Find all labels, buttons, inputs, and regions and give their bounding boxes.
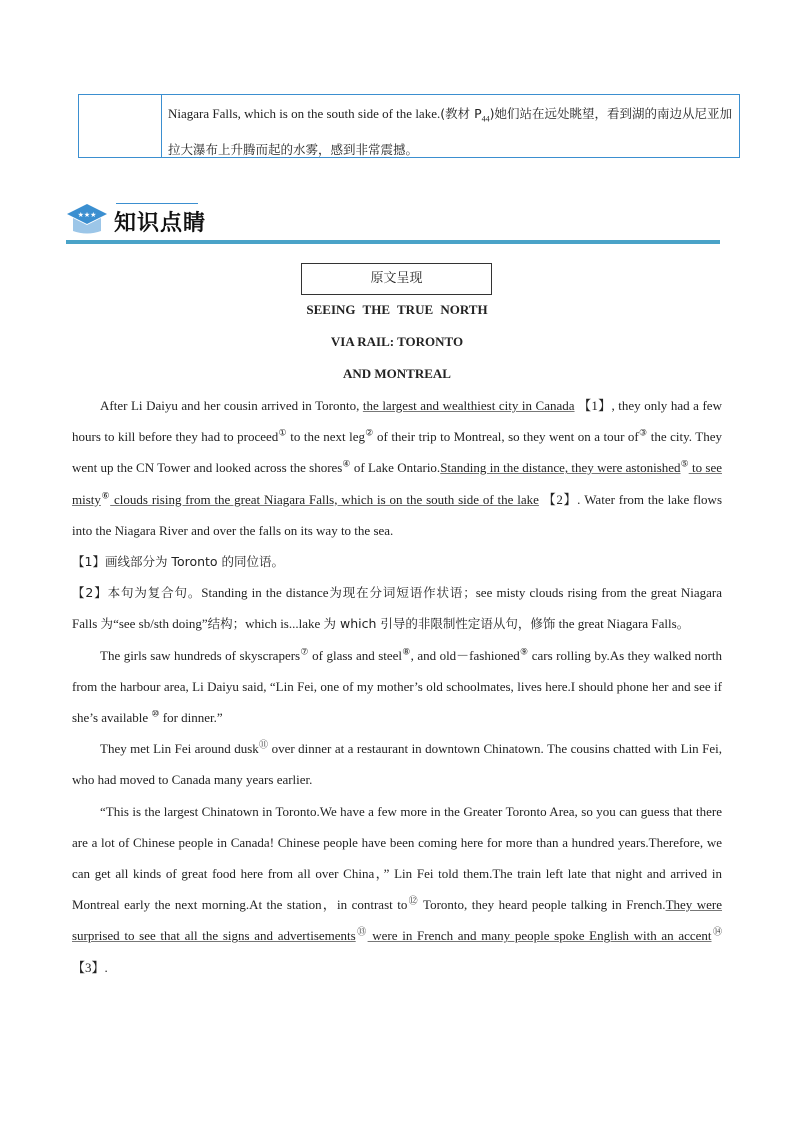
title-line-2: VIA RAIL: TORONTO xyxy=(330,334,464,349)
underlined-sentence: to see misty xyxy=(72,460,722,507)
text: 。 xyxy=(676,616,690,632)
article-body xyxy=(72,390,722,983)
text: 为 xyxy=(100,616,114,632)
paragraph-3 xyxy=(72,733,722,795)
paragraph-4 xyxy=(72,796,722,983)
footnote-marker: ③ xyxy=(638,428,648,439)
footnote-marker: ⑩ xyxy=(151,709,160,720)
table-left-cell xyxy=(79,95,162,157)
text: of glass and steel xyxy=(308,647,403,663)
title-top-rule xyxy=(116,203,198,204)
footnote-marker: ⑬ xyxy=(355,928,368,939)
footnote-marker: ② xyxy=(365,428,374,439)
text: 【3】. xyxy=(72,959,108,975)
section-header xyxy=(66,200,720,246)
section-title: 知识点睛 xyxy=(114,211,207,236)
paragraph-1 xyxy=(72,390,722,546)
text: The girls saw hundreds of skyscrapers xyxy=(100,647,301,663)
text: for dinner.” xyxy=(159,710,223,726)
footnote-marker: ⑭ xyxy=(711,928,722,939)
note-2 xyxy=(72,577,722,639)
note-1: 【1】画线部分为 Toronto 的同位语。 xyxy=(72,554,285,570)
translation-english: Niagara Falls, which is on the south side of the lake. xyxy=(168,106,441,121)
underlined-sentence: were in French and many people spoke English with an accent xyxy=(367,928,712,944)
text: see misty clouds rising from the great Niagara Falls xyxy=(72,585,722,632)
text: the great Niagara Falls xyxy=(555,616,677,632)
text: of their trip to Montreal, so they went on a tour of xyxy=(373,429,639,445)
footnote-marker: ⑦ xyxy=(300,647,309,658)
text: They met Lin Fei around dusk xyxy=(100,741,259,757)
svg-text:★★★: ★★★ xyxy=(77,211,97,219)
text: 为 which 引导的非限制性定语从句，修饰 xyxy=(323,616,556,632)
text: 【1】, they only had a few hours to kill before they had to proceed xyxy=(72,398,722,445)
underlined-sentence: clouds rising from the great Niagara Falls, which is on the south side of the lake xyxy=(110,491,539,507)
page-subscript: 44 xyxy=(481,114,490,124)
book-stars-icon xyxy=(66,202,108,236)
footnote-marker: ⑪ xyxy=(258,740,269,751)
section-rule xyxy=(66,240,720,244)
footnote-marker: ⑥ xyxy=(100,491,111,502)
text: of Lake Ontario. xyxy=(350,460,441,476)
translation-chinese-a: (教材 P xyxy=(440,106,482,121)
footnote-marker: ⑤ xyxy=(680,460,689,471)
original-text-tag: 原文呈现 xyxy=(301,263,492,295)
text: 【2】本句为复合句。 xyxy=(72,585,202,601)
paragraph-2 xyxy=(72,640,722,734)
text: the city. They went up the CN Tower and looked across the shores xyxy=(72,429,722,476)
text: 结构； xyxy=(207,616,246,632)
text: , and old－fashioned xyxy=(410,647,520,663)
footnote-marker: ⑫ xyxy=(407,896,419,907)
text: Toronto, they heard people talking in French. xyxy=(418,897,666,913)
footnote-marker: ⑧ xyxy=(402,647,411,658)
text: cars rolling by.As they walked north from the harbour area, Li Daiyu said, “Lin Fei, one of my mother’s old schoolmates, lives here.I should phone her and see if she’s available xyxy=(72,647,723,726)
underlined-appositive: the largest and wealthiest city in Canada xyxy=(362,398,575,413)
table-right-cell xyxy=(162,95,739,157)
text: 为现在分词短语作状语； xyxy=(328,585,476,601)
underlined-sentence: They were surprised to see that all the signs and advertisements xyxy=(72,897,723,944)
text: over dinner at a restaurant in downtown Chinatown. The cousins chatted with Lin Fei, who had moved to Canada many years earlier. xyxy=(72,741,722,788)
text: Standing in the distance xyxy=(201,585,329,601)
text: “see sb/sth doing” xyxy=(113,616,208,632)
text: “This is the largest Chinatown in Toronto.We have a few more in the Greater Toronto Area, so you can guess that there are a lot of Chinese people in Canada! Chinese people have been coming here for more than a hundred years.Therefore, we can get all kinds of great food here from all over China，” Lin Fei told them.The train left late that night and arrived in Montreal early the next morning.At the station，in contrast to xyxy=(72,803,722,913)
underlined-sentence: Standing in the distance, they were astonished xyxy=(440,460,681,476)
footnote-marker: ⑨ xyxy=(519,647,529,658)
title-line-1: SEEING THE TRUE NORTH xyxy=(306,302,488,317)
text: which is...lake xyxy=(245,616,324,632)
translation-chinese-b: )她们站在远处眺望，看到湖的南边从尼亚加拉大瀑布上升腾而起的水雾，感到非常震撼。 xyxy=(168,106,733,157)
text: 【2】. Water from the lake flows into the Niagara River and over the falls on its way to the sea. xyxy=(72,491,723,538)
text: to the next leg xyxy=(286,429,365,445)
footnote-marker: ④ xyxy=(342,460,351,471)
title-line-3: AND MONTREAL xyxy=(343,366,451,381)
text: After Li Daiyu and her cousin arrived in Toronto, xyxy=(100,398,363,413)
translation-table xyxy=(78,94,740,158)
footnote-marker: ① xyxy=(278,428,287,439)
